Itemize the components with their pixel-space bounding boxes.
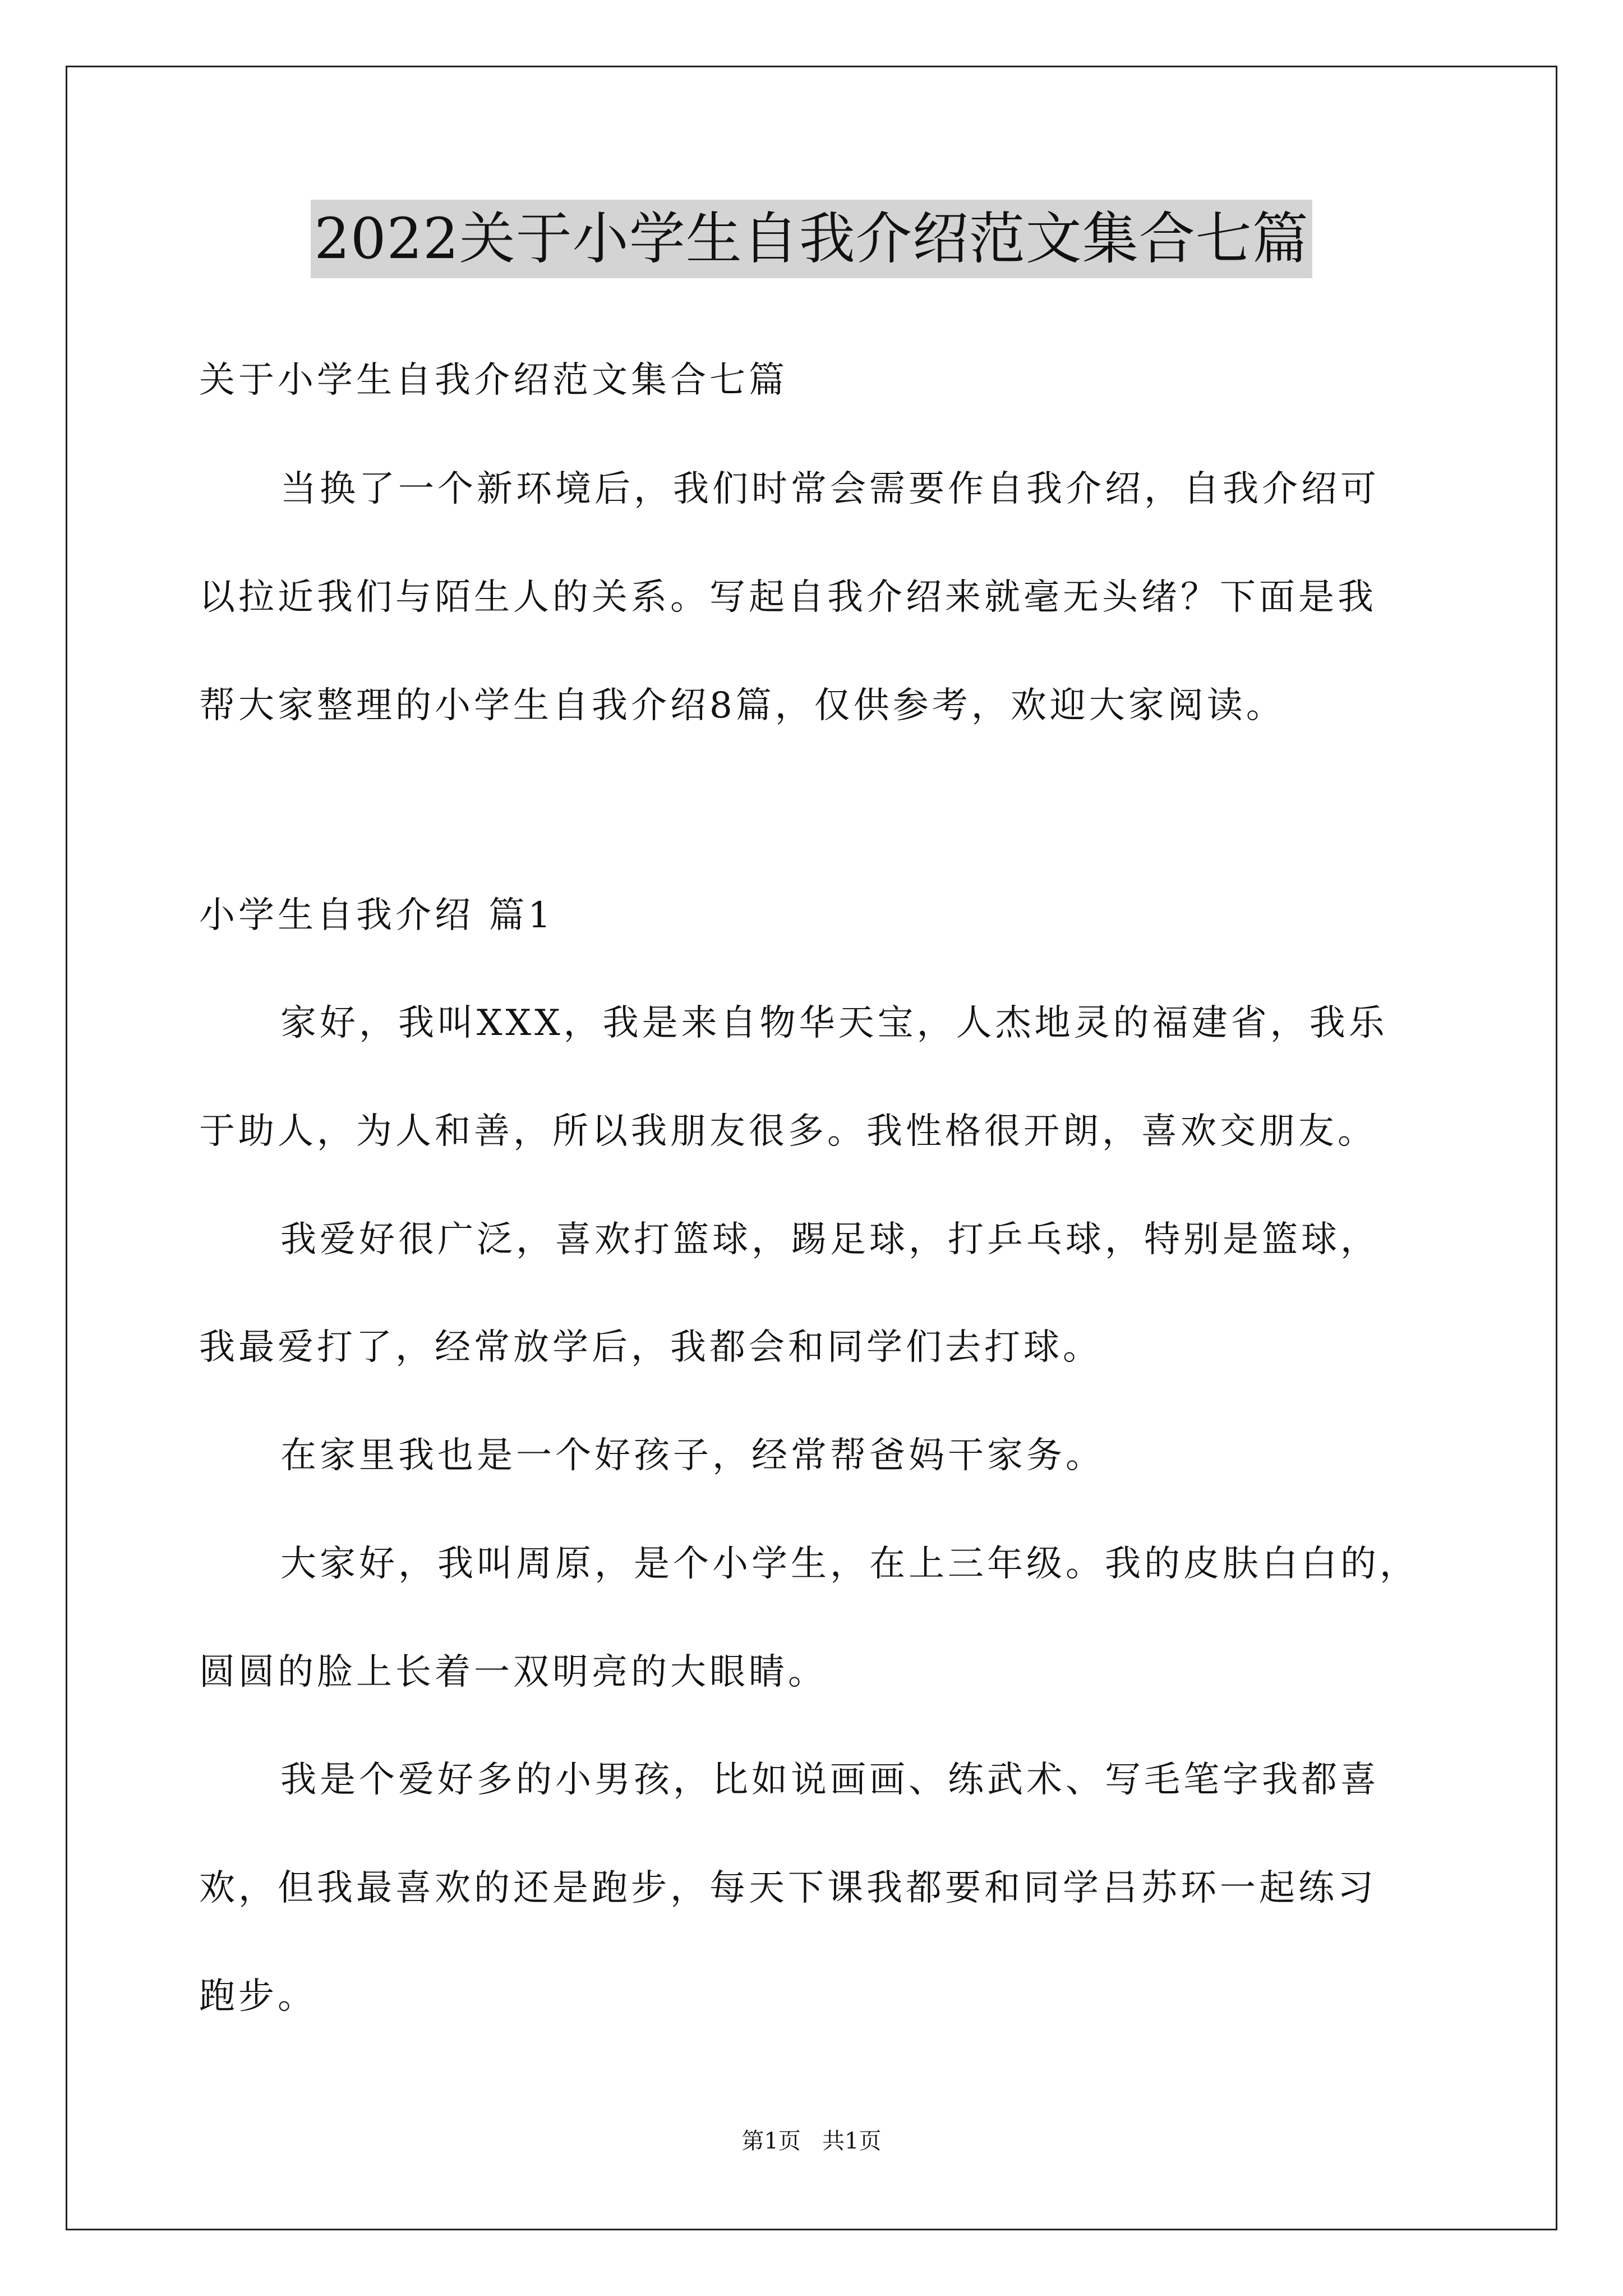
body-line-5: 在家里我也是一个好孩子，经常帮爸妈干家务。 [280, 1435, 1105, 1476]
intro-line-2: 以拉近我们与陌生人的关系。写起自我介绍来就毫无头绪？下面是我 [199, 577, 1377, 618]
section-heading: 小学生自我介绍 篇1 [199, 895, 555, 936]
body-line-9: 欢，但我最喜欢的还是跑步，每天下课我都要和同学吕苏环一起练习 [199, 1867, 1377, 1909]
document-subtitle: 关于小学生自我介绍范文集合七篇 [199, 360, 788, 401]
body-line-10: 跑步。 [199, 1976, 317, 2017]
body-line-2: 于助人，为人和善，所以我朋友很多。我性格很开朗，喜欢交朋友。 [199, 1111, 1377, 1152]
document-title: 2022关于小学生自我介绍范文集合七篇 [311, 200, 1312, 278]
body-line-3: 我爱好很广泛，喜欢打篮球，踢足球，打乒乓球，特别是篮球， [280, 1219, 1380, 1260]
body-line-4: 我最爱打了，经常放学后，我都会和同学们去打球。 [199, 1327, 1102, 1368]
body-line-1: 家好，我叫XXX，我是来自物华天宝，人杰地灵的福建省，我乐 [280, 1002, 1388, 1044]
title-container [0, 200, 1623, 278]
body-line-6: 大家好，我叫周原，是个小学生，在上三年级。我的皮肤白白的， [280, 1543, 1419, 1585]
body-line-7: 圆圆的脸上长着一双明亮的大眼睛。 [199, 1651, 827, 1693]
intro-line-3: 帮大家整理的小学生自我介绍8篇，仅供参考，欢迎大家阅读。 [199, 685, 1285, 726]
page-number-footer: 第1页 共1页 [741, 2128, 882, 2154]
body-line-8: 我是个爱好多的小男孩，比如说画画、练武术、写毛笔字我都喜 [280, 1759, 1380, 1801]
intro-line-1: 当换了一个新环境后，我们时常会需要作自我介绍，自我介绍可 [280, 468, 1380, 510]
